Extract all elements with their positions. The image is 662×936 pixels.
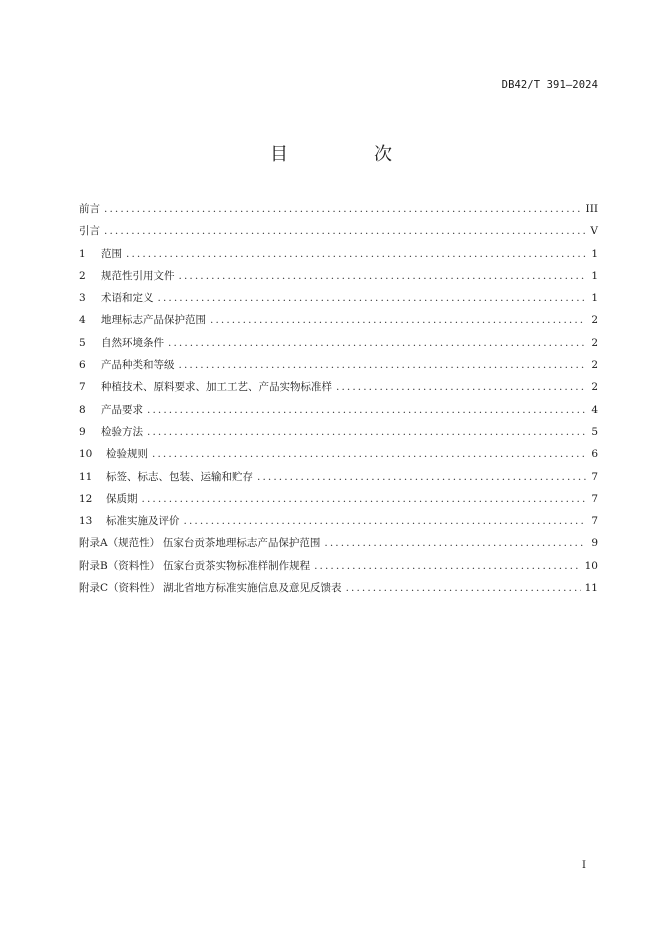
toc-entry-page: 1 — [591, 269, 598, 282]
toc-entry-1[interactable] — [79, 246, 598, 268]
toc-entry-page: 1 — [591, 247, 598, 260]
toc-entry-page: 1 — [591, 292, 598, 305]
toc-entry-page: 9 — [591, 537, 598, 550]
toc-entry-number: 1 — [79, 247, 86, 260]
toc-entry-label: 检验规则 — [106, 448, 148, 461]
toc-entry-appendix-b[interactable] — [79, 558, 598, 580]
toc-entry-label: 规范性引用文件 — [101, 269, 175, 282]
toc-entry-label: 种植技术、原料要求、加工工艺、产品实物标准样 — [101, 381, 332, 394]
toc-entry-label: 保质期 — [106, 492, 138, 505]
leader-dots — [158, 292, 587, 304]
toc-entry-page: 2 — [591, 381, 598, 394]
toc-entry-number: 9 — [79, 425, 86, 438]
toc-entry-number: 5 — [79, 336, 86, 349]
page-number: I — [582, 860, 586, 871]
toc-entry-4[interactable] — [79, 312, 598, 334]
toc-entry-6[interactable] — [79, 357, 598, 379]
toc-entry-page: 2 — [591, 359, 598, 372]
toc-entry-7[interactable] — [79, 379, 598, 401]
toc-entry-label: 检验方法 — [101, 425, 143, 438]
toc-entry-page: 10 — [584, 559, 598, 572]
leader-dots — [104, 225, 586, 237]
toc-entry-page: 11 — [584, 582, 598, 595]
toc-entry-label: 产品要求 — [101, 403, 143, 416]
leader-dots — [346, 582, 581, 594]
toc-entry-5[interactable] — [79, 335, 598, 357]
toc-entry-appendix-c[interactable] — [79, 580, 598, 602]
toc-entry-10[interactable] — [79, 446, 598, 468]
toc-entry-label: 附录C（资料性） — [79, 582, 161, 595]
leader-dots — [147, 426, 586, 438]
leader-dots — [104, 203, 582, 215]
leader-dots — [142, 493, 587, 505]
toc-entry-page: 7 — [591, 492, 598, 505]
leader-dots — [168, 337, 586, 349]
toc-entry-number: 11 — [79, 470, 93, 483]
toc-entry-label: 产品种类和等级 — [101, 359, 175, 372]
toc-entry-number: 8 — [79, 403, 86, 416]
leader-dots — [336, 381, 586, 393]
toc-entry-foreword[interactable] — [79, 201, 598, 223]
toc-entry-8[interactable] — [79, 402, 598, 424]
appendix-title: 湖北省地方标准实施信息及意见反馈表 — [163, 582, 342, 595]
leader-dots — [257, 471, 586, 483]
toc-entry-page: 2 — [591, 314, 598, 327]
appendix-title: 伍家台贡茶地理标志产品保护范围 — [162, 537, 321, 550]
toc-entry-page: 7 — [591, 470, 598, 483]
toc-entry-number: 4 — [79, 314, 86, 327]
leader-dots — [179, 359, 587, 371]
leader-dots — [126, 248, 586, 260]
toc-entry-page: III — [585, 203, 598, 215]
leader-dots — [324, 537, 586, 549]
toc-entry-page: 5 — [591, 425, 598, 438]
toc-entry-label: 标准实施及评价 — [106, 515, 180, 528]
toc-entry-page: 7 — [591, 515, 598, 528]
toc-entry-label: 范围 — [101, 247, 122, 260]
toc-entry-3[interactable] — [79, 290, 598, 312]
leader-dots — [314, 560, 581, 572]
toc-entry-number: 3 — [79, 292, 86, 305]
appendix-title: 伍家台贡茶实物标准样制作规程 — [163, 559, 311, 572]
toc-entry-number: 6 — [79, 359, 86, 372]
leader-dots — [147, 404, 586, 416]
toc-entry-number: 13 — [79, 515, 93, 528]
toc-entry-label: 附录B（资料性） — [79, 559, 161, 572]
toc-entry-page: 4 — [591, 403, 598, 416]
table-of-contents — [79, 201, 598, 602]
leader-dots — [179, 270, 587, 282]
toc-entry-9[interactable] — [79, 424, 598, 446]
toc-entry-13[interactable] — [79, 513, 598, 535]
toc-entry-label: 附录A（规范性） — [79, 537, 161, 550]
document-code: DB42/T 391—2024 — [501, 79, 598, 91]
toc-entry-label: 术语和定义 — [101, 292, 154, 305]
toc-entry-page: 2 — [591, 336, 598, 349]
toc-entry-number: 12 — [79, 492, 93, 505]
toc-entry-page: 6 — [591, 448, 598, 461]
toc-entry-introduction[interactable] — [79, 223, 598, 245]
toc-entry-label: 前言 — [79, 203, 100, 215]
page-title: 目 次 — [270, 144, 426, 165]
toc-entry-label: 标签、标志、包装、运输和贮存 — [106, 470, 253, 483]
leader-dots — [210, 314, 586, 326]
toc-entry-12[interactable] — [79, 491, 598, 513]
toc-entry-label: 自然环境条件 — [101, 336, 164, 349]
toc-entry-label: 地理标志产品保护范围 — [101, 314, 206, 327]
toc-entry-11[interactable] — [79, 469, 598, 491]
leader-dots — [184, 515, 587, 527]
toc-entry-2[interactable] — [79, 268, 598, 290]
toc-entry-number: 10 — [79, 448, 93, 461]
toc-entry-number: 2 — [79, 269, 86, 282]
toc-entry-appendix-a[interactable] — [79, 535, 598, 557]
toc-entry-label: 引言 — [79, 225, 100, 238]
toc-entry-page: V — [590, 225, 598, 238]
toc-entry-number: 7 — [79, 381, 86, 394]
leader-dots — [152, 448, 586, 460]
